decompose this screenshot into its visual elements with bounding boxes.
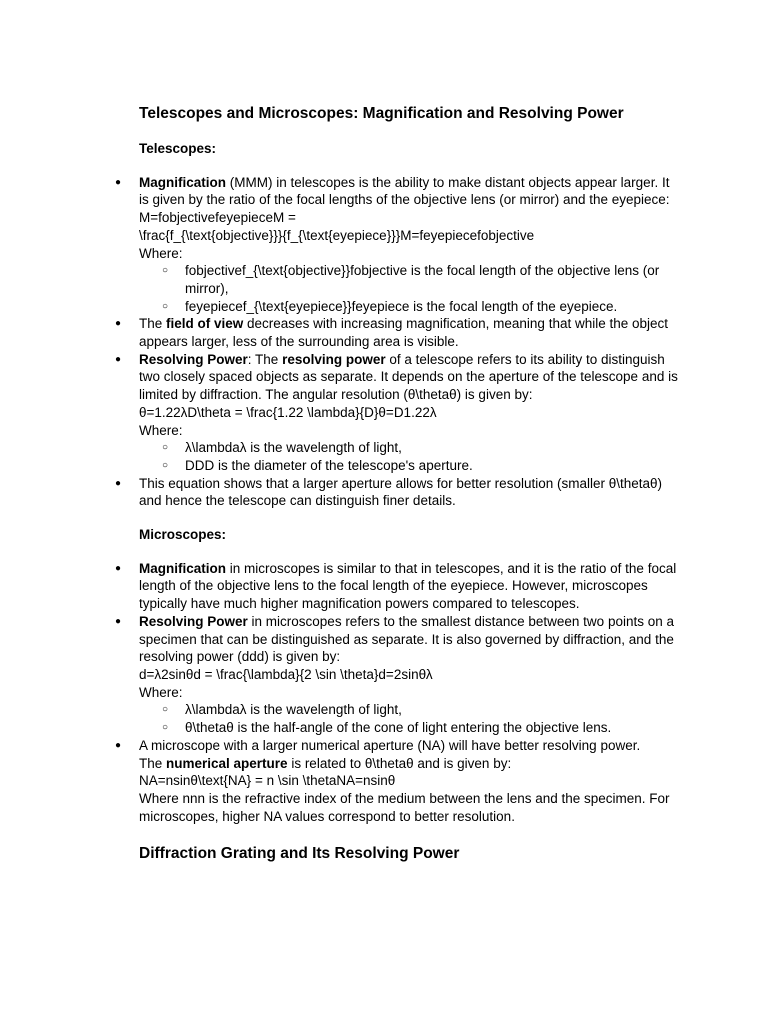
sub-list-item: ○ feyepiecef_{\text{eyepiece}}feyepiece is the focal length of the eyepiece. [185, 298, 679, 316]
paragraph-text: Where nnn is the refractive index of the medium between the lens and the specimen. For microscopes, higher NA values correspond to better resolution. [139, 790, 670, 824]
paragraph-text: The [139, 755, 167, 771]
bold-term: Magnification [139, 174, 226, 190]
list-item [139, 174, 679, 316]
microscopes-heading: Microscopes: [139, 527, 227, 543]
list-item [139, 560, 679, 613]
sub-list-item: ○ DDD is the diameter of the telescope's aperture. [185, 457, 679, 475]
list-item [139, 351, 679, 475]
where-label: Where: [139, 684, 183, 700]
page-title: Telescopes and Microscopes: Magnification and Resolving Power [139, 105, 624, 122]
sub-list-item: ○ λ\lambdaλ is the wavelength of light, [185, 439, 679, 457]
section-heading: Diffraction Grating and Its Resolving Power [139, 845, 460, 863]
paragraph-text: decreases with increasing magnification, meaning that while the object appears larger, less of the surrounding area is visible. [139, 316, 669, 350]
formula: M=fobjectivefeyepieceM = [139, 210, 296, 226]
bold-term: Resolving Power [139, 351, 248, 367]
formula: d=λ2sinθd = \frac{\lambda}{2 \sin \theta}d=2sinθλ [139, 666, 433, 682]
list-item [139, 613, 679, 737]
paragraph-text: of a telescope refers to its ability to distinguish two closely spaced objects as separate. It depends on the aperture of the telescope and is limited by diffraction. The angular resolution (θ\thetaθ) is given by: [139, 351, 678, 403]
telescopes-list [139, 174, 679, 510]
telescopes-heading: Telescopes: [139, 141, 217, 156]
formula: θ=1.22λD\theta = \frac{1.22 \lambda}{D}θ=D1.22λ [139, 404, 437, 420]
paragraph-text: ● A microscope with a larger numerical aperture (NA) will have better resolving power. [139, 737, 641, 753]
sub-list-item: ○ λ\lambdaλ is the wavelength of light, [185, 701, 679, 719]
list-item [139, 737, 679, 826]
bold-term: numerical aperture [166, 755, 288, 771]
sub-list [139, 262, 679, 315]
document-content [139, 103, 679, 865]
paragraph-text: : The [247, 351, 283, 367]
paragraph-text: The [139, 316, 167, 332]
where-label: Where: [139, 245, 183, 261]
sub-list [139, 439, 679, 474]
bold-term: resolving power [282, 351, 386, 367]
formula: \frac{f_{\text{objective}}}{f_{\text{eyepiece}}}M=feyepiecefobjective [139, 227, 535, 243]
sub-list [139, 701, 679, 736]
bold-term: field of view [166, 316, 244, 332]
list-item [139, 315, 679, 350]
bold-term: Magnification [139, 560, 226, 576]
sub-list-item: ○ fobjectivef_{\text{objective}}fobjective is the focal length of the objective lens (or mirror), [185, 262, 679, 297]
paragraph-text: in microscopes is similar to that in telescopes, and it is the ratio of the focal length of the objective lens to the focal length of the eyepiece. However, microscopes typically have much higher magnification powers compared to telescopes. [139, 560, 677, 612]
where-label: Where: [139, 422, 183, 438]
microscopes-list [139, 560, 679, 826]
bold-term: Resolving Power [139, 613, 248, 629]
paragraph-text: (MMM) in telescopes is the ability to make distant objects appear larger. It is given by the ratio of the focal lengths of the objective lens (or mirror) and the eyepiece: [139, 174, 670, 208]
sub-list-item: ○ θ\thetaθ is the half-angle of the cone of light entering the objective lens. [185, 719, 679, 737]
formula: NA=nsinθ\text{NA} = n \sin \thetaNA=nsinθ [139, 773, 396, 789]
list-item: ● This equation shows that a larger aperture allows for better resolution (smaller θ\thetaθ) and hence the telescope can distinguish finer details. [139, 475, 679, 510]
paragraph-text: is related to θ\thetaθ and is given by: [287, 755, 512, 771]
paragraph-text: in microscopes refers to the smallest distance between two points on a specimen that can be distinguished as separate. It is also governed by diffraction, and the resolving power (ddd) is given by: [139, 613, 674, 665]
